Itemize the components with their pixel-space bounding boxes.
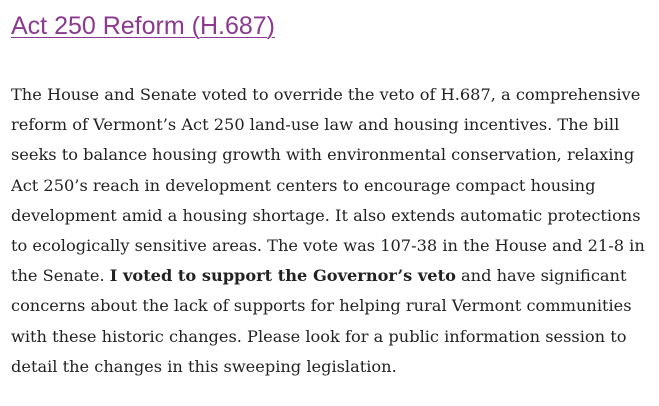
paragraph-emphasis: I voted to support the Governor’s veto	[109, 266, 456, 286]
article-title-link[interactable]: Act 250 Reform (H.687)	[11, 12, 275, 40]
article-paragraph	[11, 80, 651, 382]
paragraph-closing: and have significant concerns about the lack of supports for helping rural Vermont communities with these historic changes. Please look for a public information session to detail the changes in this sweeping legislation.	[11, 266, 632, 376]
paragraph-intro: The House and Senate voted to override the veto of H.687, a comprehensive reform of Vermont’s Act 250 land-use law and housing incentives. The bill seeks to balance housing growth with environmental conservation, relaxing Act 250’s reach in development centers to encourage compact housing development amid a housing shortage. It also extends automatic protections to ecologically sensitive areas. The vote was 107-38 in the House and 21-8 in the Senate.	[11, 85, 645, 286]
